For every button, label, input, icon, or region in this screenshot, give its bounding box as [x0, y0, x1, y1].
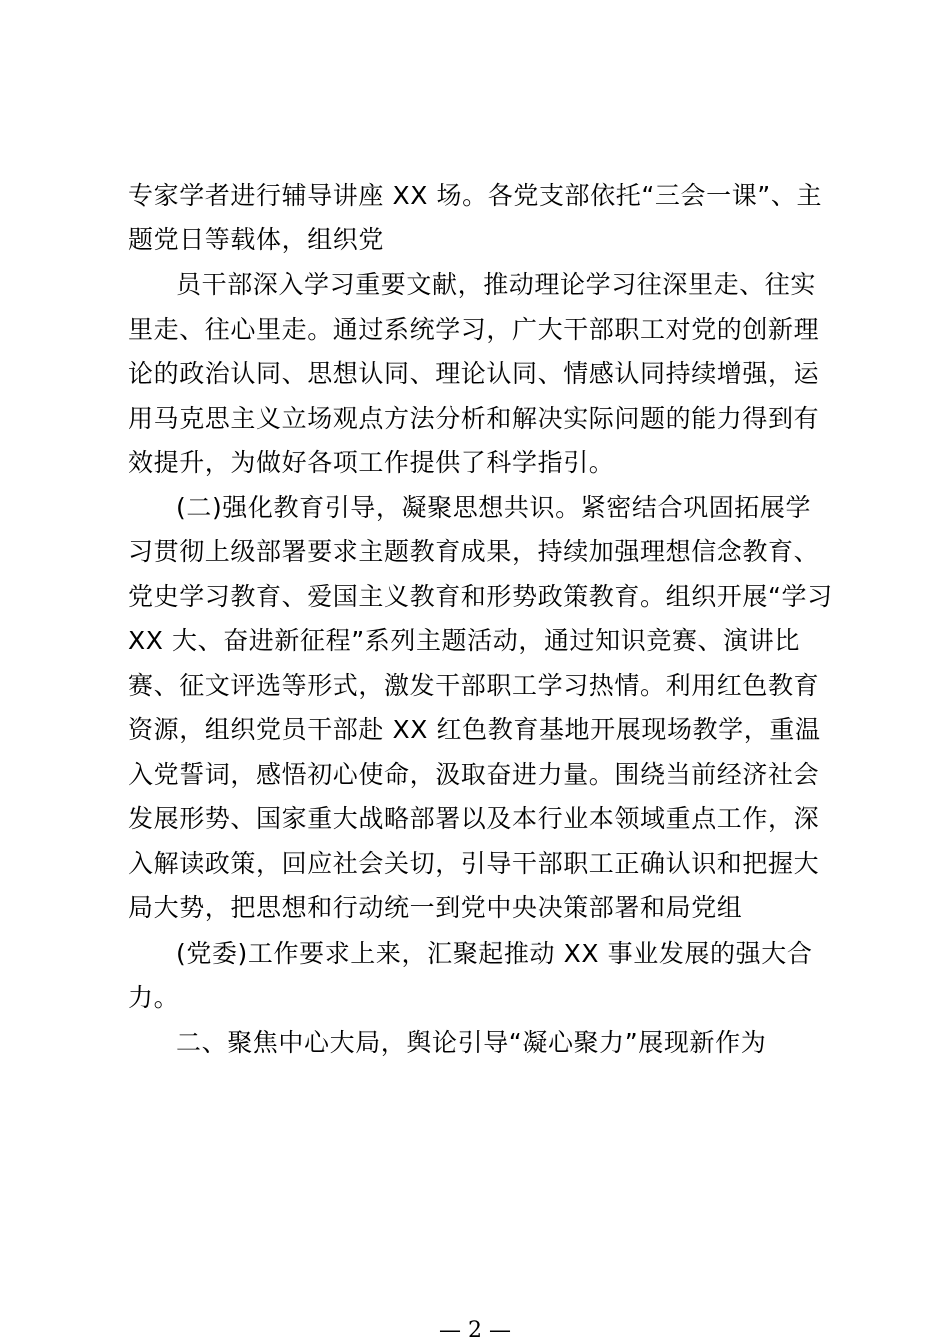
text-line: 里走、往心里走。通过系统学习，广大干部职工对党的创新理: [128, 315, 820, 344]
text-line: 党史学习教育、爱国主义教育和形势政策教育。组织开展“学习: [128, 582, 833, 611]
text-line: XX 大、奋进新征程”系列主题活动，通过知识竞赛、演讲比: [128, 626, 800, 655]
text-line: 效提升，为做好各项工作提供了科学指引。: [128, 448, 615, 477]
page-number: — 2 —: [439, 1318, 511, 1343]
text-line: 习贯彻上级部署要求主题教育成果，持续加强理想信念教育、: [128, 537, 820, 566]
text-line: 专家学者进行辅导讲座 XX 场。各党支部依托“三会一课”、主: [128, 181, 823, 210]
text-line: (二)强化教育引导，凝聚思想共识。紧密结合巩固拓展学: [176, 493, 812, 522]
text-line: 用马克思主义立场观点方法分析和解决实际问题的能力得到有: [128, 404, 820, 433]
text-line: 局大势，把思想和行动统一到党中央决策部署和局党组: [128, 893, 743, 922]
text-line: 入解读政策，回应社会关切，引导干部职工正确认识和把握大: [128, 849, 820, 878]
text-line: 发展形势、国家重大战略部署以及本行业本领域重点工作，深: [128, 804, 820, 833]
text-line: 论的政治认同、思想认同、理论认同、情感认同持续增强，运: [128, 359, 820, 388]
text-line: 员干部深入学习重要文献，推动理论学习往深里走、往实: [176, 270, 817, 299]
text-line: 题党日等载体，组织党: [128, 225, 385, 254]
text-line: (党委)工作要求上来，汇聚起推动 XX 事业发展的强大合: [176, 939, 813, 968]
text-line: 力。: [128, 983, 180, 1012]
text-line: 赛、征文评选等形式，激发干部职工学习热情。利用红色教育: [128, 671, 820, 700]
text-line: 入党誓词，感悟初心使命，汲取奋进力量。围绕当前经济社会: [128, 760, 820, 789]
text-line: 资源，组织党员干部赴 XX 红色教育基地开展现场教学，重温: [128, 715, 821, 744]
section-heading: 二、聚焦中心大局，舆论引导“凝心聚力”展现新作为: [176, 1028, 767, 1057]
